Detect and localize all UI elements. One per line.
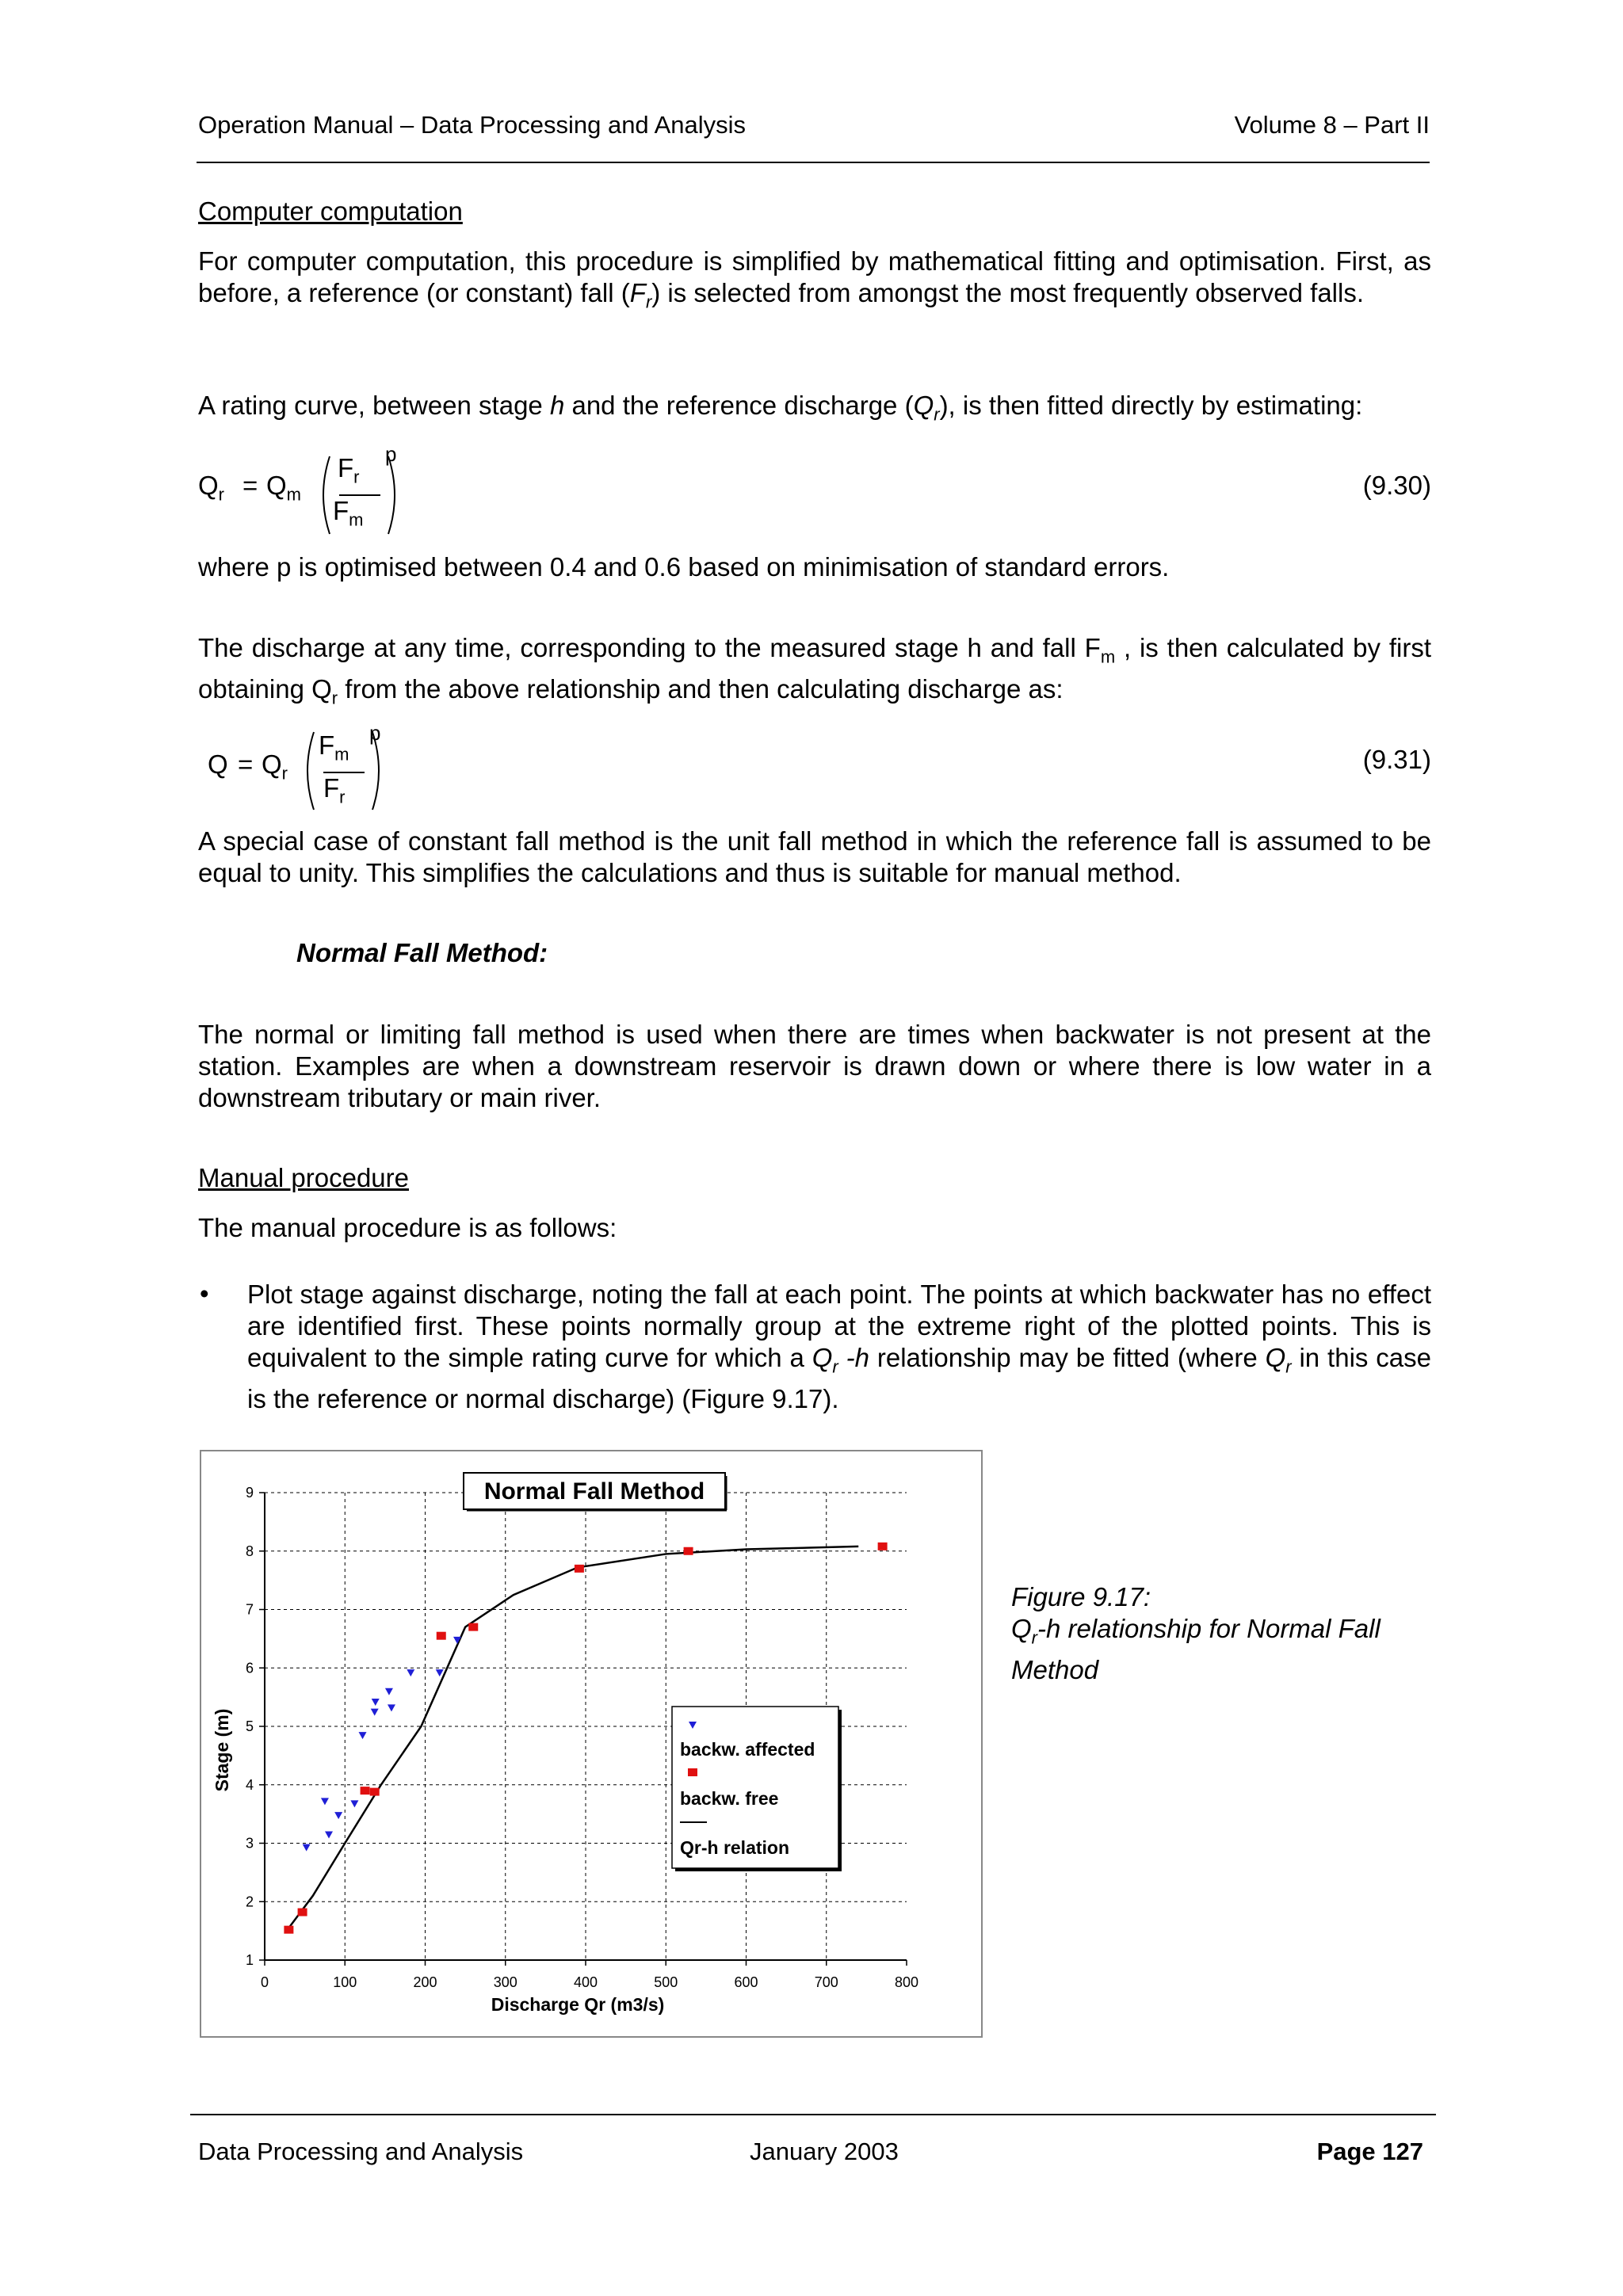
y-tick-label: 3 — [245, 1835, 254, 1852]
manual-procedure-intro: The manual procedure is as follows: — [198, 1213, 617, 1242]
backwater-free-point — [878, 1543, 888, 1550]
backwater-affected-point — [325, 1831, 333, 1838]
x-tick-label: 0 — [260, 1974, 269, 1990]
y-tick-label: 9 — [245, 1485, 254, 1501]
legend-relation-label: Qr-h relation — [680, 1837, 790, 1858]
equation-number: (9.30) — [1362, 471, 1431, 500]
backwater-affected-point — [303, 1844, 311, 1852]
x-tick-label: 200 — [413, 1974, 437, 1990]
backwater-free-point — [370, 1788, 380, 1796]
backwater-free-point — [298, 1909, 307, 1917]
paragraph-discharge: The discharge at any time, corresponding to the measured stage h and fall $F_m$ , is then calculated by first obtaining $Q_r$ from the above relationship and then calculating discharge as: — [198, 633, 1431, 708]
x-tick-label: 700 — [814, 1974, 838, 1990]
backwater-affected-point — [371, 1709, 379, 1716]
footer-right: Page 127 — [1316, 2138, 1423, 2165]
caption-line-3: Method — [1011, 1654, 1099, 1684]
section-heading-computer: Computer computation — [198, 196, 463, 226]
backwater-free-point — [684, 1547, 693, 1555]
paragraph-normal-fall: The normal or limiting fall method is used when there are times when backwater is not present at the station. Examples are when a downstream reservoir is drawn down or where there is low water in a downstream tributary or main river. — [198, 1020, 1431, 1112]
y-tick-label: 6 — [245, 1660, 254, 1676]
paragraph-rating-curve: A rating curve, between stage h and the reference discharge $(Q_r)$, is then fitted directly by estimating: — [198, 391, 1363, 425]
equation-9-31: Q = $Q_r$ $F_m$ $F_r$ p (9.31) — [198, 721, 1434, 816]
equation-number: (9.31) — [1362, 745, 1431, 774]
x-tick-label: 100 — [333, 1974, 357, 1990]
chart-frame — [200, 1450, 983, 2038]
x-tick-label: 300 — [493, 1974, 517, 1990]
backwater-affected-point — [372, 1699, 380, 1706]
normal-fall-chart — [201, 1451, 981, 2036]
legend-free-label: backw. free — [680, 1788, 779, 1809]
bullet-symbol: • — [200, 1279, 209, 1308]
header-right: Volume 8 – Part II — [1234, 111, 1430, 139]
bullet-text: Plot stage against discharge, noting the fall at each point. The points at which backwater has no effect are identified first. These points normally group at the extreme right of the plotted points. This is equivalent to the simple rating curve for which a $Q_r$ -h relationship may be fitted (where $Q_r$ in this case is the reference or normal discharge) (Figure 9.17). — [247, 1280, 1432, 1413]
backwater-affected-point — [385, 1688, 393, 1695]
x-tick-label: 400 — [573, 1974, 598, 1990]
footer-center: January 2003 — [750, 2138, 899, 2165]
legend-affected-label: backw. affected — [680, 1739, 815, 1760]
y-tick-label: 8 — [245, 1543, 254, 1559]
x-tick-label: 500 — [654, 1974, 678, 1990]
backwater-free-point — [284, 1926, 293, 1934]
backwater-free-point — [468, 1623, 478, 1631]
normal-fall-heading: Normal Fall Method: — [296, 938, 548, 967]
caption-line-1: Figure 9.17: — [1011, 1582, 1151, 1611]
backwater-affected-point — [350, 1800, 358, 1807]
chart-title: Normal Fall Method — [483, 1478, 705, 1505]
y-tick-label: 2 — [245, 1894, 254, 1910]
footer-left: Data Processing and Analysis — [198, 2138, 524, 2165]
caption-line-2: $Q_r-h$ relationship for Normal Fall — [1011, 1614, 1381, 1648]
backwater-free-point — [437, 1632, 446, 1640]
backwater-affected-point — [436, 1669, 444, 1676]
legend-free-marker — [688, 1768, 697, 1776]
y-tick-label: 7 — [245, 1601, 254, 1618]
backwater-affected-point — [388, 1704, 395, 1711]
figure-caption — [1011, 1581, 1439, 1686]
y-axis-title: Stage (m) — [212, 1708, 232, 1792]
x-tick-label: 800 — [894, 1974, 919, 1990]
header-left: Operation Manual – Data Processing and Analysis — [198, 111, 747, 139]
backwater-affected-point — [321, 1798, 329, 1805]
backwater-affected-point — [334, 1812, 342, 1819]
y-tick-label: 5 — [245, 1718, 254, 1734]
backwater-affected-point — [359, 1732, 367, 1739]
y-tick-label: 4 — [245, 1776, 254, 1793]
x-axis-title: Discharge Qr (m3/s) — [491, 1994, 665, 2015]
paragraph-unit-fall: A special case of constant fall method is the unit fall method in which the reference fall is assumed to be equal to unity. This simplifies the calculations and thus is suitable for manual method. — [198, 826, 1431, 887]
x-tick-label: 600 — [734, 1974, 758, 1990]
backwater-affected-point — [407, 1669, 414, 1676]
page-footer — [190, 2114, 1436, 2187]
paragraph-computer-intro: For computer computation, this procedure is simplified by mathematical fitting and optimisation. First, as before, a reference (or constant) fall $(F_r)$ is selected from amongst the most frequently observed falls. — [198, 246, 1431, 312]
backwater-free-point — [575, 1565, 584, 1573]
manual-procedure-heading: Manual procedure — [198, 1163, 409, 1192]
equation-9-30: $Q_r$ = $Q_m$ $F_r$ $F_m$ p (9.30) — [198, 445, 1434, 540]
y-tick-label: 1 — [245, 1952, 254, 1968]
page-header — [197, 111, 1430, 163]
backwater-free-point — [361, 1787, 370, 1794]
paragraph-p-optimised: where p is optimised between 0.4 and 0.6 based on minimisation of standard errors. — [198, 552, 1170, 582]
